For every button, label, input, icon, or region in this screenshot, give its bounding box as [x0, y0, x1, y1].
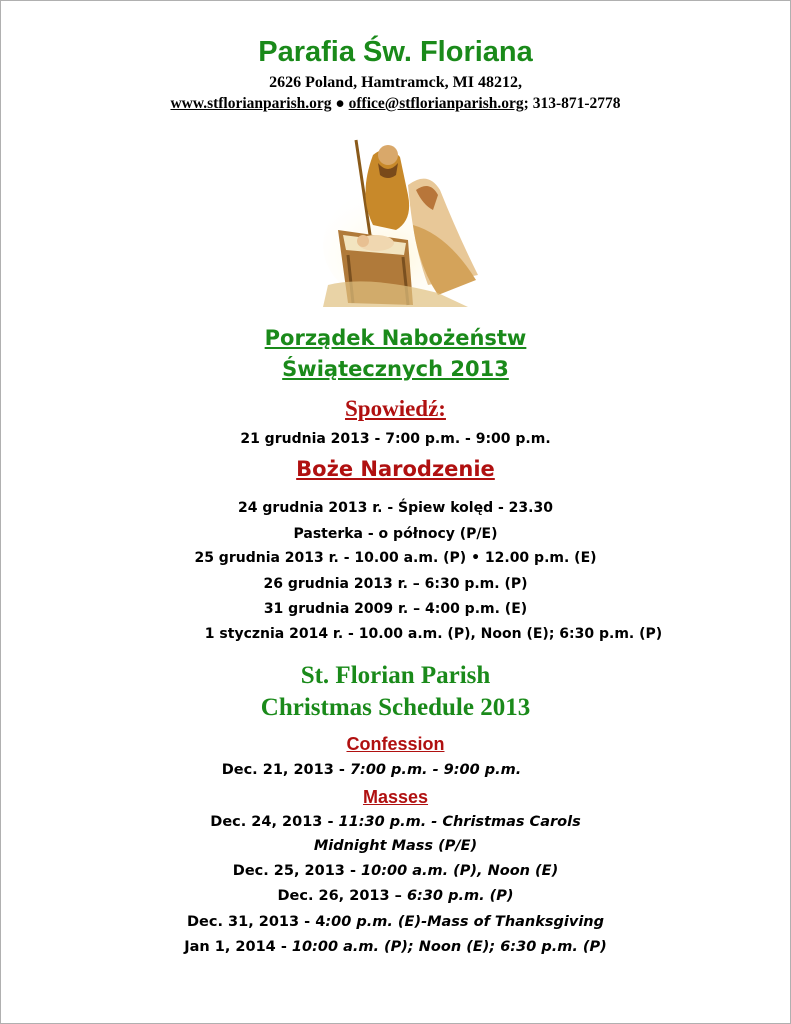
mass-detail: :00 p.m. (E)-Mass of Thanksgiving: [325, 914, 604, 930]
parish-title: Parafia Św. Floriana: [258, 36, 533, 68]
mass-line: [0, 814, 791, 830]
polish-line: 24 grudnia 2013 r. - Śpiew kolęd - 23.30: [238, 500, 553, 516]
polish-confession-line: 21 grudnia 2013 - 7:00 p.m. - 9:00 p.m.: [240, 431, 551, 447]
mass-date: Dec. 26, 2013 –: [277, 888, 407, 904]
mass-line: [0, 863, 791, 879]
mass-date: Dec. 24, 2013 -: [210, 814, 339, 830]
phone-number: 313-871-2778: [528, 95, 621, 112]
english-heading-line1: St. Florian Parish: [300, 662, 491, 689]
polish-heading-line2: Świątecznych 2013: [282, 357, 509, 381]
mass-detail: 10:00 a.m. (P); Noon (E); 6:30 p.m. (P): [291, 939, 607, 955]
polish-line: Pasterka - o północy (P/E): [293, 526, 498, 542]
mass-date: Dec. 31, 2013 - 4: [187, 914, 326, 930]
polish-line: 26 grudnia 2013 r. – 6:30 p.m. (P): [263, 576, 528, 592]
mass-detail: 6:30 p.m. (P): [406, 888, 514, 904]
mass-line: [0, 838, 791, 854]
polish-christmas-heading: Boże Narodzenie: [296, 457, 495, 481]
mass-detail: 11:30 p.m. - Christmas Carols: [338, 814, 581, 830]
contact-line: [0, 95, 791, 113]
mass-detail: Midnight Mass (P/E): [313, 838, 478, 854]
separator: ;: [523, 95, 529, 112]
mass-line: [0, 914, 791, 930]
polish-line: 1 stycznia 2014 r. - 10.00 a.m. (P), Noon (E); 6:30 p.m. (P): [204, 626, 663, 642]
mass-date: Jan 1, 2014 -: [184, 939, 292, 955]
nativity-image: [318, 135, 488, 310]
polish-line: 25 grudnia 2013 r. - 10.00 a.m. (P) • 12.00 p.m. (E): [194, 550, 597, 566]
bullet-separator: ●: [331, 95, 349, 112]
mass-line: [0, 888, 791, 904]
confession-time: 7:00 p.m. - 9:00 p.m.: [349, 762, 522, 778]
mass-line: [0, 939, 791, 955]
mass-date: Dec. 25, 2013 -: [232, 863, 362, 879]
polish-confession-heading: Spowiedź:: [345, 396, 446, 421]
parish-address: 2626 Poland, Hamtramck, MI 48212,: [269, 74, 522, 91]
email-link[interactable]: office@stflorianparish.org: [348, 95, 524, 112]
polish-heading-line1: Porządek Nabożeństw: [264, 326, 527, 350]
polish-line: 31 grudnia 2009 r. – 4:00 p.m. (E): [263, 601, 528, 617]
confession-date: Dec. 21, 2013 -: [221, 762, 350, 778]
english-masses-heading: Masses: [362, 787, 429, 807]
english-confession-heading: Confession: [346, 734, 445, 754]
website-link[interactable]: www.stflorianparish.org: [170, 95, 332, 112]
english-heading-line2: Christmas Schedule 2013: [260, 694, 531, 721]
mass-detail: 10:00 a.m. (P), Noon (E): [361, 863, 559, 879]
english-confession-line: [0, 762, 767, 778]
